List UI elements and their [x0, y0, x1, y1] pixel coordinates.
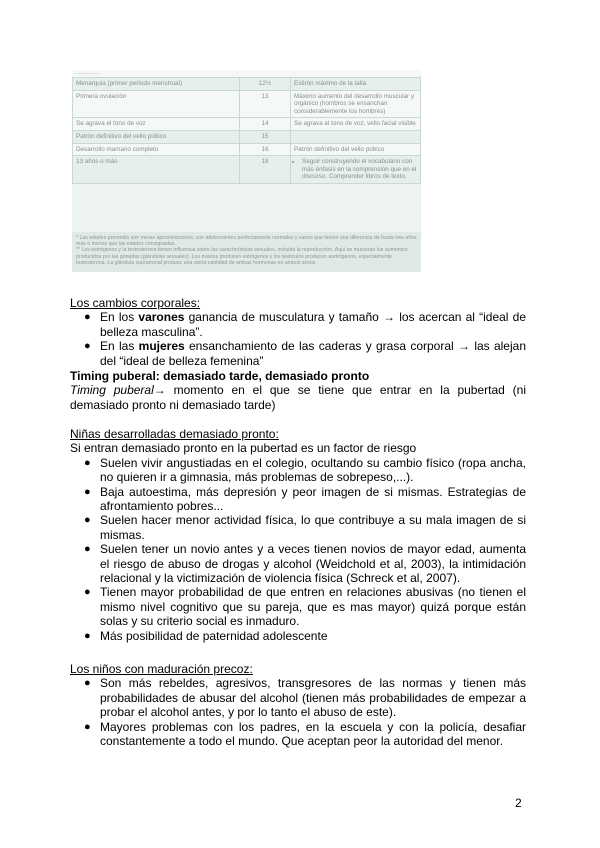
table-notes — [72, 232, 421, 272]
list-item: ● En las mujeres ensanchamiento de las caderas y grasa corporal → las alejan del “ideal de belleza femenina” — [84, 339, 526, 368]
table-cell-development: Se agrava el tono de voz, vello facial visible — [291, 118, 421, 131]
bullet-icon: ● — [84, 485, 91, 498]
table-cell-event: Patrón definitivo del vello púbico — [73, 130, 240, 143]
table-top-cut: ............... — [72, 70, 421, 77]
ninos-list — [70, 676, 526, 748]
table-cell-age: 16 — [240, 143, 291, 156]
table-cell-development: Patrón definitivo del vello púbico — [291, 143, 421, 156]
list-item-text: Baja autoestima, más depresión y peor imagen de si mismas. Estrategias de afrontamiento pobres... — [100, 484, 526, 514]
table-cell-event: Primera ovulación — [73, 90, 240, 118]
table-row — [73, 90, 421, 118]
table-row — [73, 118, 421, 131]
bullet-icon: ● — [84, 543, 91, 556]
table-row — [73, 78, 421, 91]
list-item — [70, 585, 526, 628]
table-row — [73, 143, 421, 156]
bullet-icon: ● — [84, 340, 91, 353]
ninas-list — [70, 456, 526, 643]
table-note: ** Los estrógenos y la testosterona tienen influencia sobre las características sexuales, incluida la reproducción. Aquí se muestran los aumentos producidos por las gónadas (glándulas sexuales). Los ovarios producen estrógenos y los testículos producen andrógenos, especialmente testosterona. La glándula suprarrenal produce una cierta cantidad de ambas hormonas en ambos sexos. — [76, 247, 408, 266]
list-item — [70, 485, 526, 514]
list-item-text: Son más rebeldes, agresivos, transgresores de las normas y tienen más probabilidades de abusar del alcohol (tienen más probabilidades de empezar a probar el alcohol antes, y por lo tanto el abuso de este). — [100, 676, 526, 720]
table-cell-event: 13 años o más — [73, 156, 240, 184]
list-item-text: Tienen mayor probabilidad de que entren en relaciones abusivas (no tienen el mismo nivel cognitivo que su pareja, que es mas mayor) quizá porque están solas y su criterio social es inmaduro. — [100, 585, 526, 629]
list-item-text: Suelen hacer menor actividad física, lo que contribuye a su mala imagen de si mismas. — [100, 513, 526, 542]
bullet-icon: ● — [84, 586, 91, 599]
table-cell-event: Menarquia (primer período menstrual) — [73, 78, 240, 91]
list-item: ● En los varones ganancia de musculatura y tamaño → los acercan al “ideal de belleza masculina”. — [84, 310, 527, 339]
table-cell-age: 14 — [240, 118, 291, 131]
timing-section — [70, 369, 526, 412]
timing-definition: Timing puberal→ momento en el que se tiene que entrar en la pubertad (ni demasiado pronto ni demasiado tarde) — [70, 383, 527, 412]
bullet-icon: ● — [84, 456, 91, 469]
table-cell-age: 18 — [240, 156, 291, 184]
table-note: * Las edades promedio son meras aproximaciones, con adolescentes perfectamente normales y sanos que tienen una diferencia de hasta tres años más o menos que las edades consignadas. — [76, 235, 417, 248]
ninos-section — [70, 662, 526, 748]
development-table — [72, 77, 421, 184]
table-cell-bullet: • Seguir construyendo el vocabulario con más énfasis en la comprensión que en el discurso. Comprender libros de texto. — [302, 158, 417, 181]
list-item-text: Más posibilidad de paternidad adolescente — [100, 628, 328, 643]
list-item — [70, 542, 526, 585]
table-cell-development — [291, 156, 421, 184]
development-table-image — [72, 70, 421, 272]
ninas-intro: Si entran demasiado pronto en la pubertad es un factor de riesgo — [70, 441, 417, 456]
bullet-icon: ● — [84, 677, 91, 690]
table-cell-event: Desarrollo mamario completo — [73, 143, 240, 156]
bullet-icon: ● — [84, 311, 91, 324]
table-cell-development — [291, 130, 421, 143]
table-cell-development: Máximo aumento del desarrollo muscular y orgánico (hombros se ensanchan considerablemente los hombres) — [291, 90, 421, 118]
list-item — [70, 720, 526, 749]
table-row — [73, 130, 421, 143]
table-row — [73, 156, 421, 184]
list-item — [70, 629, 526, 643]
cambios-section — [70, 296, 526, 368]
ninas-section — [70, 427, 526, 643]
bullet-icon: ● — [84, 629, 91, 642]
list-item — [70, 676, 526, 719]
table-cell-event: Se agrava el tono de voz — [73, 118, 240, 131]
table-cell-age: 12½ — [240, 78, 291, 91]
table-cell-development: Estirón máximo de la talla — [291, 78, 421, 91]
list-item-text: Suelen tener un novio antes y a veces tienen novios de mayor edad, aumenta el riesgo de abuso de drogas y alcohol (Weidchold et al, 2003), la intimidación relacional y la victimización de violencia física (Schreck et al, 2007). — [100, 542, 526, 586]
bullet-icon: ● — [84, 514, 91, 527]
list-item-text: Suelen vivir angustiadas en el colegio, ocultando su cambio físico (ropa ancha, no quieren ir a gimnasia, más problemas de sobrepeso,...). — [100, 455, 526, 485]
list-item — [70, 513, 526, 542]
list-item-text: Mayores problemas con los padres, en la escuela y con la policía, desafiar constantemente a todo el mundo. Que aceptan peor la autoridad del menor. — [100, 719, 526, 749]
table-cell-age: 13 — [240, 90, 291, 118]
page-number: 2 — [515, 796, 522, 810]
ninos-title: Los niños con maduración precoz: — [70, 662, 253, 676]
table-cell-age: 15 — [240, 130, 291, 143]
cambios-title: Los cambios corporales: — [70, 296, 201, 310]
ninas-title: Niñas desarrolladas demasiado pronto: — [70, 427, 279, 441]
timing-title: Timing puberal: demasiado tarde, demasiado pronto — [70, 369, 370, 383]
cambios-list — [70, 310, 526, 368]
list-item — [70, 456, 526, 485]
bullet-icon: ● — [84, 720, 91, 733]
